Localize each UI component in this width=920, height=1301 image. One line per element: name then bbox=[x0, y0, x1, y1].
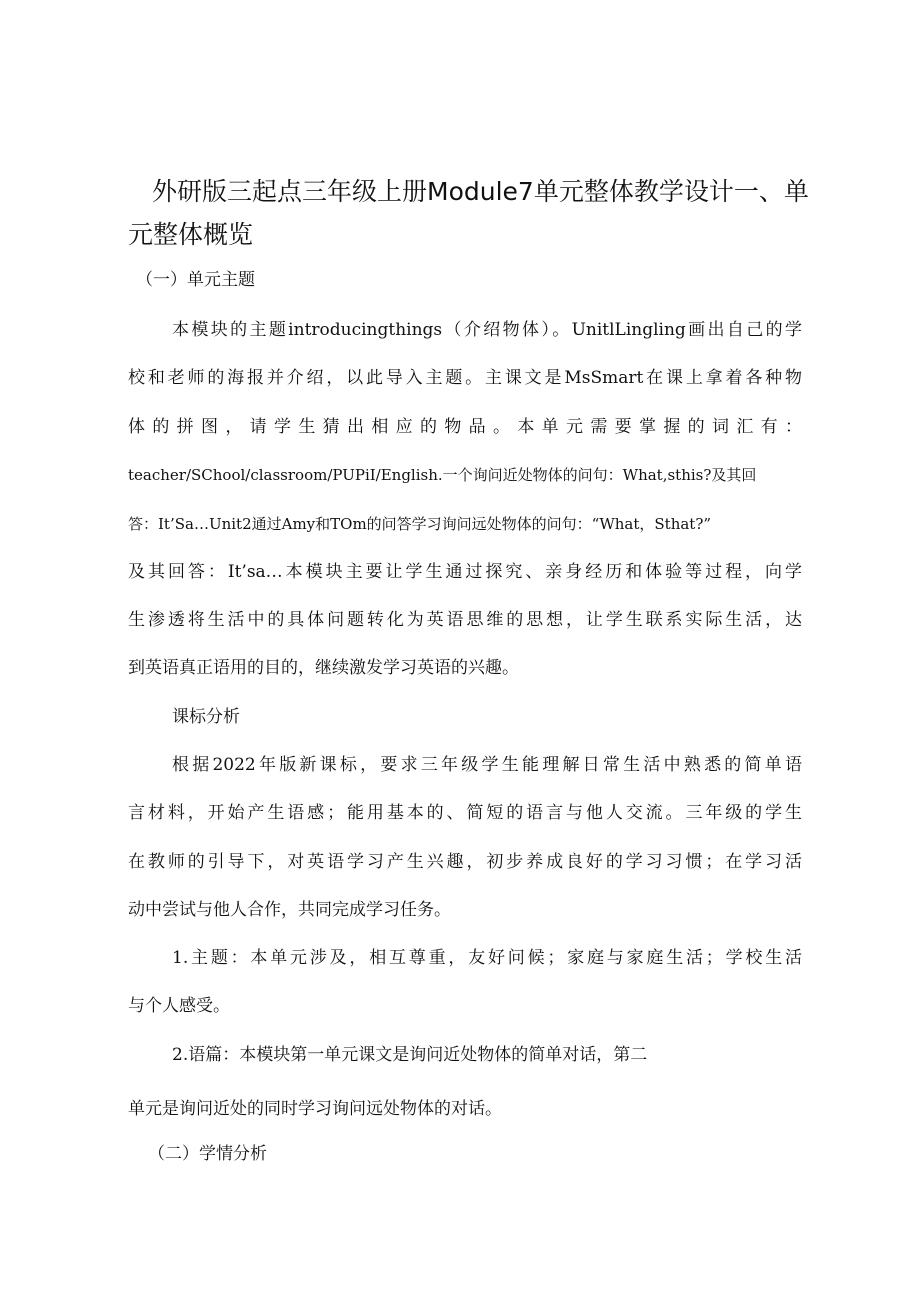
list-item-line: 2.语篇：本模块第一单元课文是询问近处物体的简单对话，第二 bbox=[172, 1045, 648, 1065]
paragraph-line: 到英语真正语用的目的，继续激发学习英语的兴趣。 bbox=[128, 658, 519, 678]
paragraph-line: 动中尝试与他人合作，共同完成学习任务。 bbox=[128, 900, 451, 920]
document-title: 外研版三起点三年级上册Module7单元整体教学设计一、单元整体概览 bbox=[128, 177, 809, 249]
list-item-line: 单元是询问近处的同时学习询问远处物体的对话。 bbox=[128, 1099, 502, 1119]
paragraph-line: 在教师的引导下，对英语学习产生兴趣，初步养成良好的学习习惯；在学习活 bbox=[128, 852, 802, 872]
paragraph-line: 言材料，开始产生语感；能用基本的、简短的语言与他人交流。三年级的学生 bbox=[128, 803, 802, 823]
paragraph-line: 校和老师的海报并介绍，以此导入主题。主课文是MsSmart在课上拿着各种物 bbox=[128, 368, 802, 388]
paragraph-line: 及其回答：It’sa…本模块主要让学生通过探究、亲身经历和体验等过程，向学 bbox=[128, 562, 802, 582]
paragraph-line: 体的拼图，请学生猜出相应的物品。本单元需要掌握的词汇有： bbox=[128, 417, 802, 437]
paragraph-line: 根据2022年版新课标，要求三年级学生能理解日常生活中熟悉的简单语 bbox=[172, 755, 802, 775]
paragraph-line: 生渗透将生活中的具体问题转化为英语思维的思想，让学生联系实际生活，达 bbox=[128, 610, 802, 630]
list-item-line: 1.主题：本单元涉及，相互尊重，友好问候；家庭与家庭生活；学校生活 bbox=[172, 948, 802, 968]
paragraph-line: teacher/SChool/classroom/PUPiI/English.一个询问近处物体的问句：What,sthis?及其回 bbox=[128, 466, 757, 484]
section-heading-unit-theme: （一）单元主题 bbox=[136, 270, 255, 290]
section-heading-curriculum: 课标分析 bbox=[172, 707, 240, 727]
list-item-line: 与个人感受。 bbox=[128, 996, 230, 1016]
section-heading-learner-analysis: （二）学情分析 bbox=[148, 1144, 267, 1164]
paragraph-line: 本模块的主题introducingthings（介绍物体）。UnitlLingling画出自己的学 bbox=[172, 320, 802, 340]
paragraph-line: 答：It’Sa…Unit2通过Amy和TOm的问答学习询问远处物体的问句：“What，Sthat?” bbox=[128, 515, 712, 533]
